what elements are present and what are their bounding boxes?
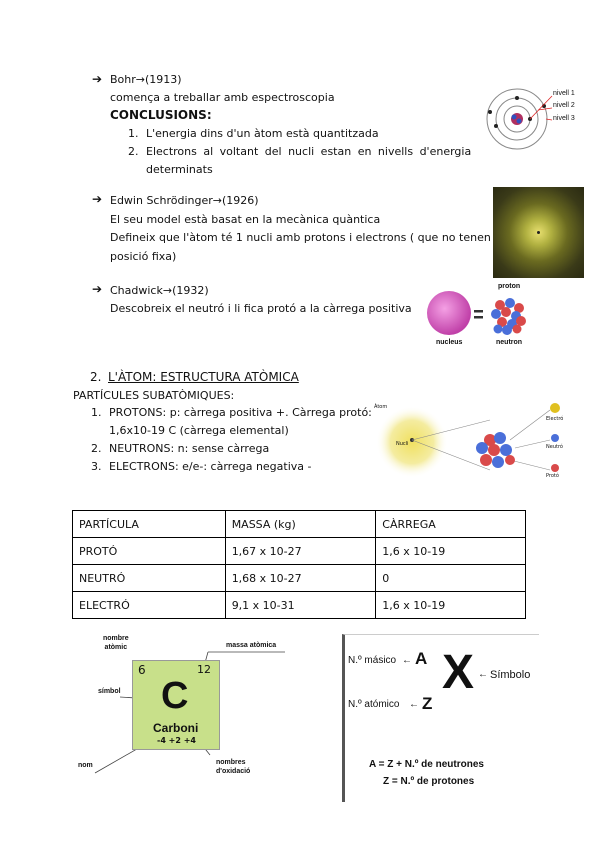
table-row [73,592,526,619]
atomic-number-label: N.º atómico [348,699,400,710]
bohr-model-image [482,86,575,152]
neutron-label: Neutró [546,444,563,450]
section-heading: L'ÀTOM: ESTRUCTURA ATÒMICA [108,370,299,384]
arrow-icon: ← [402,655,412,666]
arrow-icon: ← [478,669,488,680]
table-cell: ELECTRÓ [73,592,226,619]
schrodinger-line: posició fixa) [110,250,177,263]
schrodinger-line: Defineix que l'àtom té 1 nucli amb protons i electrons ( que no tenen [110,231,491,244]
nucleus-image [422,283,536,351]
nuclide-notation-diagram [342,634,539,802]
table-row [73,538,526,565]
atom-label: Àtom [374,404,388,410]
list-item: L'energia dins d'un àtom està quantitzada [146,127,379,140]
bohr-title: Bohr→(1913) [110,73,182,86]
electron-cloud-image [493,187,584,278]
schrodinger-line: El seu model està basat en la mecànica quàntica [110,213,381,226]
element-X: X [442,646,475,699]
nucleus-dot [537,231,540,234]
symbol-label: Símbolo [490,669,531,681]
list-number: 1. [128,127,139,140]
conclusions-heading: CONCLUSIONS: [110,108,212,122]
bullet-arrow: ➔ [92,72,103,86]
oxidation-states: -4 +2 +4 [157,736,196,745]
nucleus-label: nucleus [436,339,463,346]
carbon-element-diagram [70,630,290,780]
particle-table [72,510,526,619]
label-name: nom [78,762,93,769]
table-header: PARTÍCULA [73,511,226,538]
list-number: 2. [91,442,102,455]
mass-number-label: N.º másico [348,655,397,666]
table-cell: 1,67 x 10-27 [225,538,376,565]
orbit-label: nivell 2 [553,102,575,109]
bohr-line: comença a treballar amb espectroscopia [110,91,335,104]
orbit-label: nivell 3 [553,115,575,122]
atomic-mass: 12 [197,663,211,676]
table-cell: 9,1 x 10-31 [225,592,376,619]
electron-label: Electró [546,416,564,422]
nucli-label: Nucli [396,441,409,447]
list-number: 1. [91,406,102,419]
element-name: Carboni [153,721,199,735]
table-cell: NEUTRÓ [73,565,226,592]
table-row [73,565,526,592]
chadwick-line: Descobreix el neutró i li fica protó a la càrrega positiva [110,302,412,315]
atomic-number: 6 [138,663,146,677]
section-number: 2. [90,370,102,384]
label-atomic-mass: massa atòmica [226,642,277,649]
proton-label: proton [498,283,521,290]
table-header: MASSA (kg) [225,511,376,538]
table-cell: 1,6 x 10-19 [376,538,526,565]
neutron-label: neutron [496,339,523,346]
list-item: Electrons al voltant del nucli estan en nivells d'energia [146,145,472,158]
list-item: PROTONS: p: càrrega positiva +. Càrrega protó: [109,406,372,419]
label-atomic-number: nombre atòmic [103,635,129,651]
table-header: CÀRREGA [376,511,526,538]
arrow-icon: ← [409,699,419,710]
list-number: 2. [128,145,139,158]
formula-mass: A = Z + N.º de neutrones [369,759,484,770]
bullet-arrow: ➔ [92,282,103,296]
atomic-number-Z: Z [422,694,433,713]
list-item: determinats [146,163,213,176]
chadwick-title: Chadwick→(1932) [110,284,209,297]
atom-structure-image [370,400,570,482]
orbit-label: nivell 1 [553,90,575,97]
list-item: ELECTRONS: e/e-: càrrega negativa - [109,460,312,473]
bullet-arrow: ➔ [92,192,103,206]
table-cell: PROTÓ [73,538,226,565]
element-symbol: C [161,675,189,717]
schrodinger-title: Edwin Schrödinger→(1926) [110,194,259,207]
element-card [132,660,220,750]
formula-atomic: Z = N.º de protones [383,776,475,787]
label-oxidation: nombres d'oxidació [216,759,251,775]
table-cell: 0 [376,565,526,592]
list-item: NEUTRONS: n: sense càrrega [109,442,270,455]
label-symbol: símbol [98,688,121,695]
mass-number-A: A [415,649,428,668]
list-number: 3. [91,460,102,473]
table-cell: 1,6 x 10-19 [376,592,526,619]
proton-label: Protó [546,473,559,479]
table-header-row [73,511,526,538]
table-cell: 1,68 x 10-27 [225,565,376,592]
subheading: PARTÍCULES SUBATÒMIQUES: [73,389,235,402]
list-item: 1,6x10-19 C (càrrega elemental) [109,424,289,437]
